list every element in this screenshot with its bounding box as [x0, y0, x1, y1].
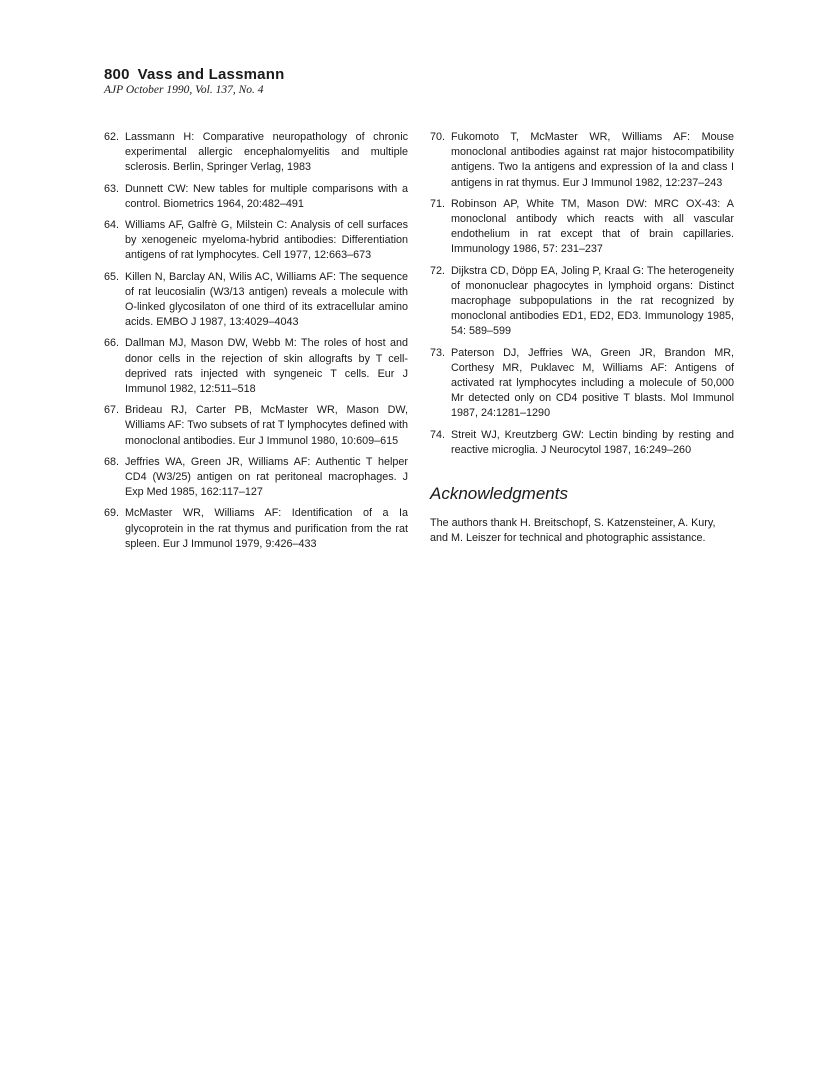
reference-number: 68.: [104, 455, 120, 468]
reference-number: 72.: [430, 264, 446, 277]
journal-citation-line: AJP October 1990, Vol. 137, No. 4: [104, 84, 264, 96]
reference-item: [104, 336, 408, 397]
reference-number: 70.: [430, 131, 446, 143]
reference-number: 67.: [104, 404, 120, 417]
reference-text: Paterson DJ, Jeffries WA, Green JR, Brandon MR, Corthesy MR, Puklavec M, Williams AF: Antigens of activated rat lymphocytes including a molecule of 50,000 Mr detected only on CD4 positive T blasts. Mol Immunol 1987, 24:1281–1290: [451, 346, 734, 420]
reference-item: [104, 270, 408, 331]
reference-item: [104, 455, 408, 501]
acknowledgments-text: The authors thank H. Breitschopf, S. Katzensteiner, A. Kury, and M. Leiszer for technical and photographic assistance.: [430, 517, 716, 545]
reference-text: Jeffries WA, Green JR, Williams AF: Authentic T helper CD4 (W3/25) antigen on rat peritoneal macrophages. J Exp Med 1985, 162:117–127: [125, 455, 408, 499]
reference-text: Killen N, Barclay AN, Wilis AC, Williams AF: The sequence of rat leucosialin (W3/13 antigen) reveals a molecule with O-linked glycosilaton of one third of its extracellular amino acids. EMBO J 1987, 13:4029–4043: [125, 270, 408, 329]
reference-number: 66.: [104, 337, 120, 350]
reference-number: 63.: [104, 182, 120, 195]
reference-item: [430, 197, 734, 258]
reference-item: [104, 130, 408, 176]
reference-item: [104, 218, 408, 264]
running-head: [104, 66, 284, 83]
reference-text: Dunnett CW: New tables for multiple comparisons with a control. Biometrics 1964, 20:482–491: [125, 182, 408, 210]
reference-text: Streit WJ, Kreutzberg GW: Lectin binding by resting and reactive microglia. J Neurocytol 1987, 16:249–260: [451, 428, 734, 456]
reference-item: [104, 506, 408, 552]
reference-item: [430, 264, 734, 340]
page-number: 800: [104, 66, 130, 83]
reference-number: 71.: [430, 197, 446, 210]
reference-text: Fukomoto T, McMaster WR, Williams AF: Mouse monoclonal antibodies against rat major histocompatibility antigens. Two Ia antigens and expression of Ia and class I antigens in rat thymus. Eur J Immunol 1982, 12:237–243: [451, 131, 734, 189]
reference-text: Williams AF, Galfrè G, Milstein C: Analysis of cell surfaces by xenogeneic myeloma-hybrid antibodies: Differentiation antigens of rat lymphocytes. Cell 1977, 12:663–673: [125, 219, 408, 262]
reference-text: Robinson AP, White TM, Mason DW: MRC OX-43: A monoclonal antibody which reacts with all vascular endothelium in rat except that of brain capillaries. Immunology 1986, 57: 231–237: [451, 197, 734, 256]
reference-text: Dallman MJ, Mason DW, Webb M: The roles of host and donor cells in the rejection of skin allografts by T cell-deprived rats injected with syngeneic T cells. Eur J Immunol 1982, 12:511–518: [125, 337, 408, 396]
reference-item: [430, 428, 734, 458]
reference-number: 73.: [430, 346, 446, 359]
reference-number: 62.: [104, 131, 120, 143]
reference-text: McMaster WR, Williams AF: Identification of a Ia glycoprotein in the rat thymus and purification from the rat spleen. Eur J Immunol 1979, 9:426–433: [125, 507, 408, 550]
reference-number: 64.: [104, 219, 120, 232]
acknowledgments-heading: Acknowledgments: [430, 484, 568, 504]
page-header: [104, 66, 284, 96]
reference-text: Brideau RJ, Carter PB, McMaster WR, Mason DW, Williams AF: Two subsets of rat T lymphocytes defined with monoclonal antibodies. Eur J Immunol 1980, 10:609–615: [125, 404, 408, 447]
reference-number: 65.: [104, 270, 120, 283]
running-authors: Vass and Lassmann: [137, 66, 285, 83]
reference-item: [430, 346, 734, 422]
reference-number: 74.: [430, 428, 446, 441]
reference-item: [104, 182, 408, 212]
references-column-right: [430, 130, 734, 546]
reference-item: [104, 403, 408, 449]
reference-text: Lassmann H: Comparative neuropathology of chronic experimental allergic encephalomyelitis and multiple sclerosis. Berlin, Springer Verlag, 1983: [125, 131, 408, 174]
references-column-left: [104, 130, 408, 558]
reference-text: Dijkstra CD, Döpp EA, Joling P, Kraal G: The heterogeneity of mononuclear phagocytes in lymphoid organs: Distinct macrophage subpopulations in the rat recognized by monoclonal antibodies ED1, ED2, ED3. Immunology 1985, 54: 589–599: [451, 264, 734, 338]
reference-item: [430, 130, 734, 191]
reference-number: 69.: [104, 507, 120, 520]
